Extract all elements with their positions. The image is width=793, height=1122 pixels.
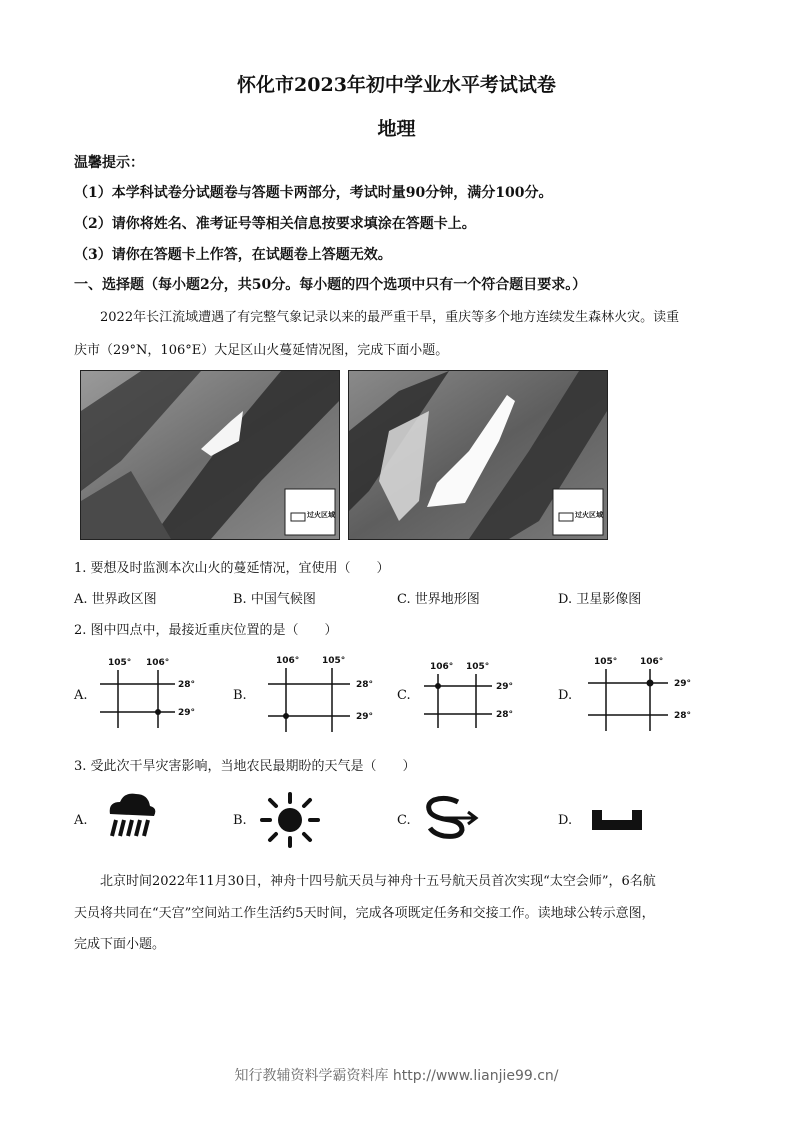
grid-label: 105° [108,658,132,668]
q1-option-b: B. 中国气候图 [233,592,316,607]
question-3-stem: 3. 受此次干旱灾害影响，当地农民最期盼的天气是（ ） [74,759,416,774]
grid-label: 28° [178,680,196,690]
q2-option-d-letter: D. [558,688,573,703]
tip-item: （1）本学科试卷分试题卷与答题卡两部分，考试时量90分钟，满分100分。 [74,185,553,201]
frost-icon [590,806,646,834]
legend-label: 过火区域 [575,511,603,519]
q3-option-c-letter: C. [397,813,411,828]
grid-label: 105° [594,657,618,667]
subject-title: 地理 [377,118,416,140]
q2-grid-c [424,660,529,734]
grid-label: 105° [466,662,490,672]
grid-label: 29° [674,679,692,689]
q2-option-a-letter: A. [74,688,88,703]
legend-label: 过火区域 [307,511,335,519]
satellite-image-after [348,370,608,540]
grid-label: 28° [356,680,374,690]
q2-grid-a [100,656,210,736]
tip-item: （3）请你在答题卡上作答，在试题卷上答题无效。 [74,247,392,263]
passage2-line: 完成下面小题。 [74,937,166,952]
satellite-image-before [80,370,340,540]
q2-option-c-letter: C. [397,688,411,703]
grid-label: 105° [322,656,346,666]
tip-item: （2）请你将姓名、准考证号等相关信息按要求填涂在答题卡上。 [74,216,476,232]
passage1-line: 2022年长江流域遭遇了有完整气象记录以来的最严重干旱，重庆等多个地方连续发生森林火灾。读重 [100,310,680,325]
grid-label: 106° [276,656,300,666]
q1-option-d: D. 卫星影像图 [558,592,642,607]
tips-heading: 温馨提示： [74,155,144,171]
grid-label: 28° [674,711,692,721]
q3-option-b-letter: B. [233,813,247,828]
grid-label: 106° [640,657,664,667]
rain-icon [102,790,158,842]
q2-option-b-letter: B. [233,688,247,703]
grid-label: 29° [356,712,374,722]
grid-label: 106° [146,658,170,668]
passage2-line: 天员将共同在“天宫”空间站工作生活约5天时间，完成各项既定任务和交接工作。读地球公转示意图， [74,906,655,921]
grid-label: 29° [496,682,514,692]
q3-option-d-letter: D. [558,813,573,828]
passage1-line: 庆市（29°N，106°E）大足区山火蔓延情况图，完成下面小题。 [74,343,449,358]
q1-option-a: A. 世界政区图 [74,592,157,607]
question-2-stem: 2. 图中四点中，最接近重庆位置的是（ ） [74,623,338,638]
passage2-line: 北京时间2022年11月30日，神舟十四号航天员与神舟十五号航天员首次实现“太空会师”，6名航 [100,874,656,889]
q2-grid-d [588,655,703,739]
q2-grid-b [268,654,383,740]
grid-label: 28° [496,710,514,720]
q1-option-c: C. 世界地形图 [397,592,480,607]
grid-label: 29° [178,708,196,718]
question-1-stem: 1. 要想及时监测本次山火的蔓延情况，宜使用（ ） [74,561,390,576]
exam-title: 怀化市2023年初中学业水平考试试卷 [237,74,556,96]
grid-label: 106° [430,662,454,672]
sandstorm-icon [422,794,482,842]
section-heading: 一、选择题（每小题2分，共50分。每小题的四个选项中只有一个符合题目要求。） [74,277,587,293]
footer-watermark: 知行教辅资料学霸资料库 http://www.lianjie99.cn/ [234,1068,559,1084]
sun-icon [258,792,322,848]
q3-option-a-letter: A. [74,813,88,828]
